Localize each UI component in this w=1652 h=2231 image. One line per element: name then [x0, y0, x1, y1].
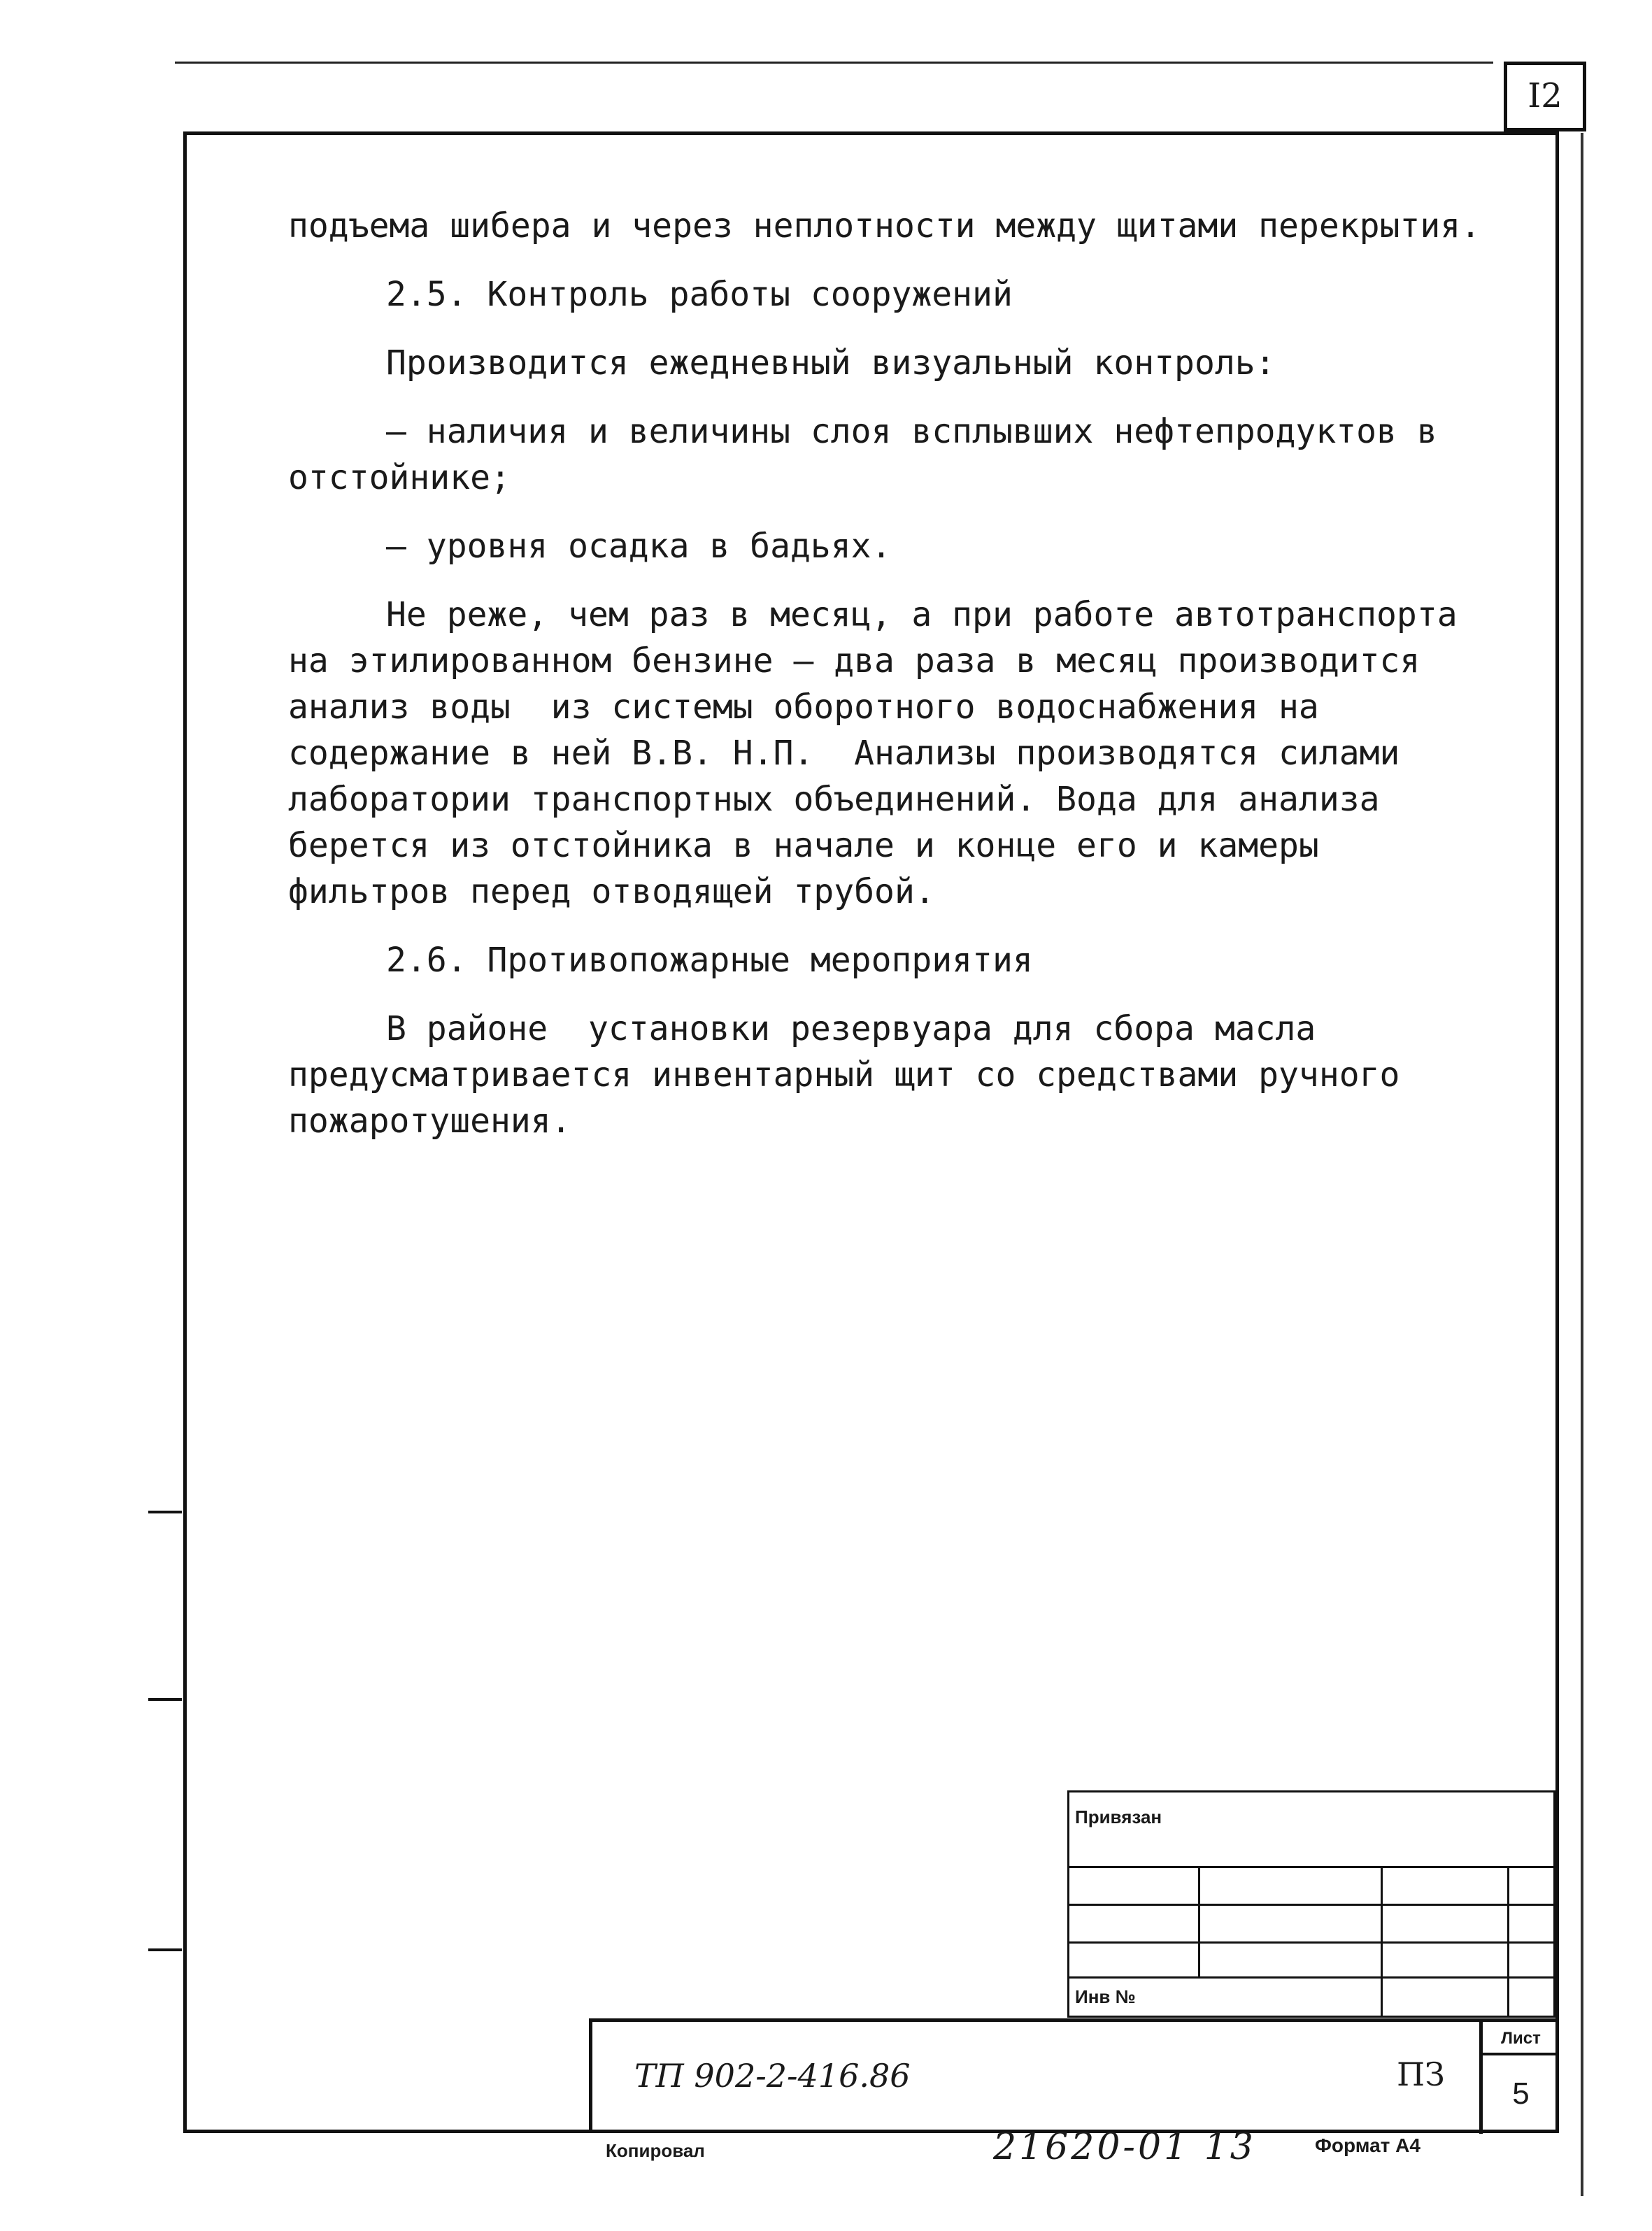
format-label: Формат А4 [1315, 2134, 1420, 2156]
sheet-value: 5 [1479, 2055, 1559, 2134]
document-code: ТП 902-2-416.86 [634, 2057, 911, 2095]
top-border-line [175, 62, 1493, 64]
stamp-cell [1069, 1867, 1199, 1905]
sheet-number: I2 [1528, 76, 1562, 115]
bullet-item: – наличия и величины слоя всплывших нефтепродуктов в отстойнике; [288, 412, 1458, 497]
tied-label: Привязан [1075, 1806, 1162, 1827]
stamp-cell [1382, 1943, 1509, 1978]
stamp-cell [1509, 1943, 1555, 1978]
stamp-cell [1199, 1867, 1382, 1905]
section-heading-2-5: 2.5. Контроль работы сооружений [386, 275, 1013, 314]
margin-tick [148, 1948, 182, 1951]
approval-stamp-table [1067, 1790, 1555, 2018]
margin-tick [148, 1511, 182, 1513]
tied-cell [1069, 1792, 1555, 1867]
bullet-item: – уровня осадка в бадьях. [386, 527, 892, 566]
sheet-label: Лист [1479, 2022, 1559, 2055]
stamp-cell [1509, 1905, 1555, 1943]
stamp-cell [1069, 1905, 1199, 1943]
frame-top [183, 131, 1558, 135]
stamp-cell [1069, 1943, 1199, 1978]
inv-label: Инв № [1075, 1986, 1136, 2007]
stamp-cell [1509, 1867, 1555, 1905]
stamp-cell [1382, 1905, 1509, 1943]
inv-cell [1069, 1978, 1382, 2017]
edge-scan-line [1581, 133, 1583, 2196]
section-heading-2-6: 2.6. Противопожарные мероприятия [386, 941, 1033, 980]
copied-by-label: Копировал [606, 2140, 705, 2161]
stamp-cell [1199, 1905, 1382, 1943]
stamp-cell [1382, 1867, 1509, 1905]
body-text [288, 203, 1491, 1144]
margin-tick [148, 1698, 182, 1701]
paragraph: Производится ежедневный визуальный контроль: [386, 343, 1276, 383]
frame-left [183, 131, 187, 2133]
paragraph: Не реже, чем раз в месяц, а при работе автотранспорта на этилированном бензине – два раза в месяц производится анализ воды из системы оборотного водоснабжения на содержание в ней В.В. Н.П. Анализы производятся силами лаборатории транспортных объединений. Вода для анализа берется из отстойника в начале и конце его и камеры фильтров перед отводящей трубой. [288, 595, 1478, 911]
stamp-cell [1509, 1978, 1555, 2017]
frame-right [1555, 131, 1559, 2133]
paragraph: В районе установки резервуара для сбора масла предусматривается инвентарный щит со средствами ручного пожаротушения. [288, 1009, 1420, 1141]
paragraph: подъема шибера и через неплотности между щитами перекрытия. [288, 206, 1481, 245]
document-type: ПЗ [1397, 2055, 1445, 2093]
stamp-cell [1382, 1978, 1509, 2017]
title-block [589, 2018, 1555, 2130]
sheet-number-box [1504, 62, 1586, 131]
stamp-cell [1199, 1943, 1382, 1978]
archive-number: 21620-01 13 [993, 2126, 1256, 2168]
